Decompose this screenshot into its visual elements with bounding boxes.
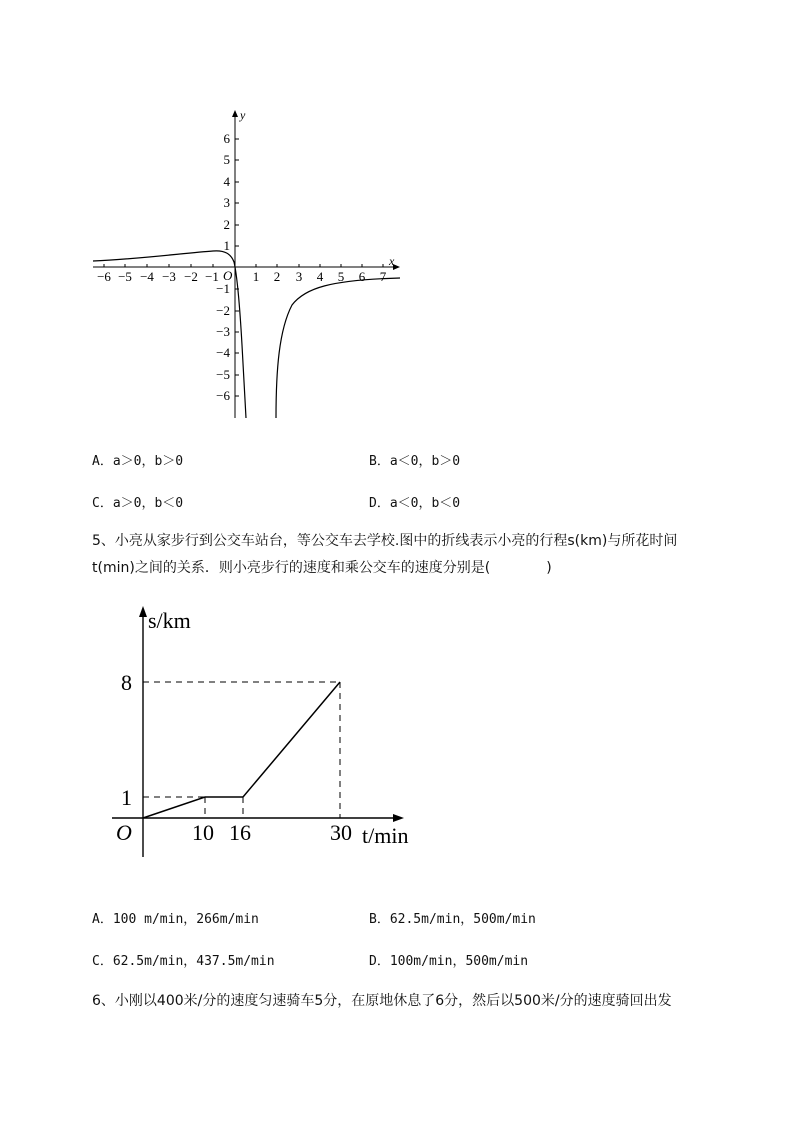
x-tick-label: −3 [162,269,176,284]
y-tick-label: −3 [216,324,230,339]
y-tick-label: −5 [216,367,230,382]
x-tick-label: 5 [337,269,345,284]
t-tick-label: 16 [229,820,251,845]
q4-option-d[interactable]: D．a＜0，b＜0 [369,496,461,511]
x-tick-label: −5 [118,269,132,284]
q5-option-b[interactable]: B．62.5m/min，500m/min [369,912,536,927]
q5-question-line-2: t(min)之间的关系．则小亮步行的速度和乘公交车的速度分别是( ) [92,560,552,576]
s-tick-label: 8 [121,670,132,695]
y-tick-label: 6 [223,131,230,146]
y-tick-label: 2 [223,217,230,232]
x-tick-label: 7 [379,269,387,284]
y-tick-label: 3 [223,195,230,210]
x-tick-label: −2 [184,269,198,284]
travel-line [143,682,340,818]
x-tick-label: 6 [358,269,366,284]
y-tick-label: 5 [223,152,230,167]
function-graph [85,105,405,425]
x-tick-label: 2 [273,269,281,284]
y-tick-label: −1 [216,281,230,296]
travel-graph [105,600,425,870]
y-tick-label: 1 [223,238,230,253]
curve-right-branch [276,278,400,418]
y-tick-label: −6 [216,388,230,403]
x-tick-label: −1 [205,269,219,284]
s-tick-label: 1 [121,785,132,810]
y-axis-label: y [240,108,246,122]
q6-question-line-1: 6、小刚以400米/分的速度匀速骑车5分，在原地休息了6分，然后以500米/分的速度骑回出发 [92,993,672,1009]
q4-option-b[interactable]: B．a＜0，b＞0 [369,454,461,469]
x-tick-label: −6 [97,269,111,284]
origin-label: O [116,820,132,845]
t-axis-label: t/min [362,823,409,848]
x-tick-label: 1 [252,269,260,284]
x-axis-label: x [389,254,395,268]
y-tick-label: −4 [216,345,230,360]
q5-option-d[interactable]: D．100m/min，500m/min [369,954,529,969]
y-tick-label: 4 [223,174,230,189]
t-tick-label: 30 [330,820,352,845]
y-tick-label: −2 [216,303,230,318]
y-axis-arrow [232,110,238,117]
t-axis-arrow [393,814,404,822]
q5-option-a[interactable]: A．100 m/min，266m/min [92,912,259,927]
s-axis-label: s/km [148,608,191,633]
t-tick-label: 10 [192,820,214,845]
q5-question-line-1: 5、小亮从家步行到公交车站台，等公交车去学校.图中的折线表示小亮的行程s(km)与所花时间 [92,533,678,549]
s-axis-arrow [139,606,147,617]
q4-option-a[interactable]: A．a＞0，b＞0 [92,454,184,469]
x-tick-label: 3 [295,269,303,284]
q5-option-c[interactable]: C．62.5m/min，437.5m/min [92,954,275,969]
x-tick-label: 4 [316,269,324,284]
origin-label: O [223,268,233,283]
x-tick-label: −4 [140,269,154,284]
q4-option-c[interactable]: C．a＞0，b＜0 [92,496,184,511]
